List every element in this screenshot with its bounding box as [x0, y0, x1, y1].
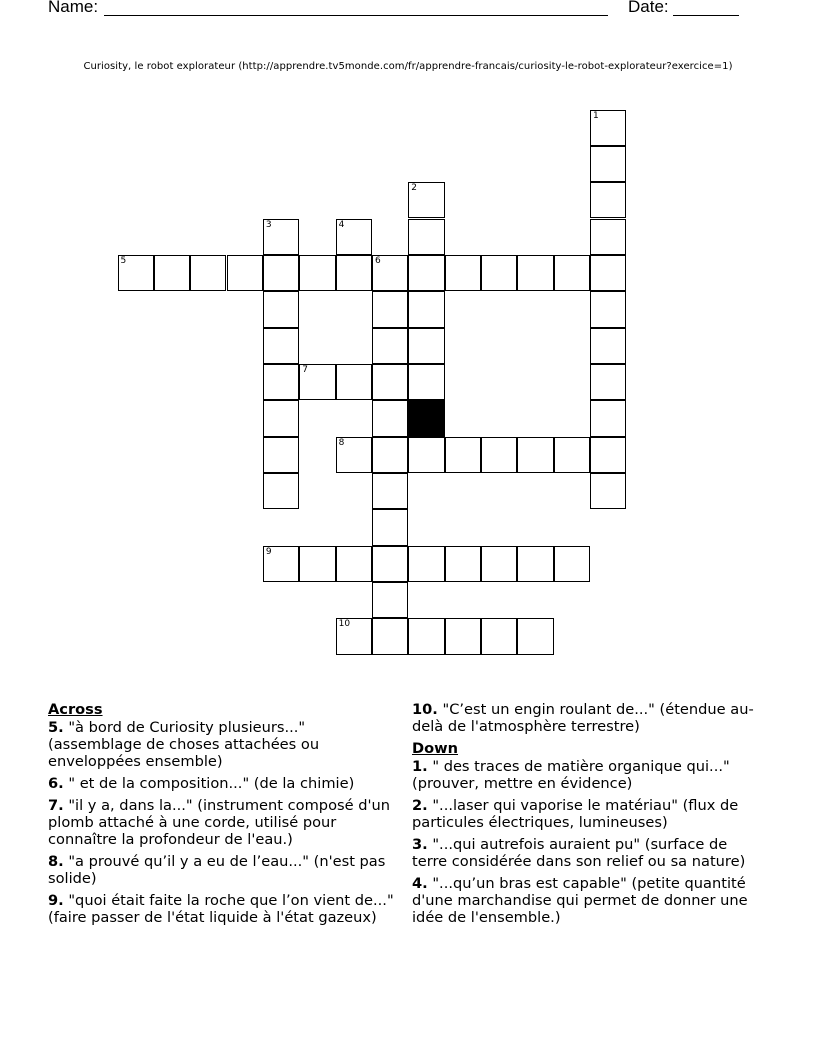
clue-number-label: 7 — [302, 364, 308, 375]
grid-cell[interactable] — [299, 255, 335, 291]
grid-cell[interactable] — [590, 437, 626, 473]
grid-cell[interactable] — [590, 364, 626, 400]
clue-text: "quoi était faite la roche que l’on vient de..." (faire passer de l'état liquide à l'état gazeux) — [48, 892, 394, 926]
grid-cell[interactable] — [299, 546, 335, 582]
clue-across-7 — [48, 797, 400, 848]
grid-cell[interactable] — [445, 618, 481, 654]
clue-number-label: 1 — [593, 110, 599, 121]
clue-across-9 — [48, 892, 400, 926]
grid-cell-4[interactable] — [336, 219, 372, 255]
clue-across-6 — [48, 775, 400, 792]
grid-cell[interactable] — [517, 437, 553, 473]
grid-cell-9[interactable] — [263, 546, 299, 582]
clue-down-2 — [412, 797, 764, 831]
grid-cell-2[interactable] — [408, 182, 444, 218]
clue-number-label: 2 — [411, 183, 418, 194]
clue-number-label: 8 — [338, 437, 345, 448]
clue-number-label: 6 — [374, 255, 381, 266]
grid-cell[interactable] — [590, 328, 626, 364]
grid-cell-7[interactable] — [299, 364, 335, 400]
grid-cell[interactable] — [590, 219, 626, 255]
grid-cell[interactable] — [263, 437, 299, 473]
clue-down-4 — [412, 875, 764, 926]
clue-number-label: 9 — [265, 546, 272, 557]
clue-across-5 — [48, 719, 400, 770]
clue-text: "il y a, dans la..." (instrument composé d'un plomb attaché à une corde, utilisé pour connaître la profondeur de l'eau.) — [48, 797, 390, 848]
grid-cell[interactable] — [445, 255, 481, 291]
clues-right-column — [412, 701, 764, 931]
grid-cell-6[interactable] — [372, 255, 408, 291]
grid-cell[interactable] — [481, 546, 517, 582]
grid-cell[interactable] — [372, 437, 408, 473]
clue-number: 7. — [48, 797, 64, 814]
grid-cell[interactable] — [481, 437, 517, 473]
grid-cell[interactable] — [372, 546, 408, 582]
clue-number: 8. — [48, 853, 64, 870]
grid-cell[interactable] — [372, 328, 408, 364]
grid-cell-3[interactable] — [263, 219, 299, 255]
clue-number: 4. — [412, 875, 428, 892]
grid-cell[interactable] — [408, 219, 444, 255]
across-heading: Across — [48, 701, 103, 718]
grid-cell[interactable] — [263, 291, 299, 327]
grid-cell[interactable] — [336, 546, 372, 582]
grid-cell[interactable] — [590, 291, 626, 327]
date-label: Date: — [628, 0, 669, 16]
grid-cell[interactable] — [408, 437, 444, 473]
grid-cell[interactable] — [445, 546, 481, 582]
grid-cell[interactable] — [190, 255, 226, 291]
grid-cell[interactable] — [554, 437, 590, 473]
grid-cell-10[interactable] — [336, 618, 372, 654]
grid-cell[interactable] — [408, 618, 444, 654]
clue-number: 1. — [412, 758, 428, 775]
clue-number-label: 5 — [120, 255, 127, 266]
grid-cell[interactable] — [372, 509, 408, 545]
grid-cell[interactable] — [590, 146, 626, 182]
black-grid-cell — [408, 400, 444, 436]
grid-cell[interactable] — [517, 255, 553, 291]
puzzle-subtitle: Curiosity, le robot explorateur (http://apprendre.tv5monde.com/fr/apprendre-francais/curiosity-le-robot-explorateur?exercice=1) — [83, 61, 733, 72]
grid-cell[interactable] — [263, 328, 299, 364]
grid-cell[interactable] — [372, 400, 408, 436]
grid-cell-1[interactable] — [590, 110, 626, 146]
clue-text: "...qui autrefois auraient pu" (surface de terre considérée dans son relief ou sa nature) — [412, 836, 746, 870]
down-heading: Down — [412, 740, 459, 757]
clue-across-10 — [412, 701, 764, 735]
clue-across-8 — [48, 853, 400, 887]
grid-cell[interactable] — [372, 582, 408, 618]
clue-text: "...laser qui vaporise le matériau" (flux de particules électriques, lumineuses) — [412, 797, 739, 831]
clue-text: " des traces de matière organique qui..." (prouver, mettre en évidence) — [412, 758, 730, 792]
grid-cell[interactable] — [554, 255, 590, 291]
clue-text: "C’est un engin roulant de..." (étendue au-delà de l'atmosphère terrestre) — [412, 701, 754, 735]
grid-cell[interactable] — [408, 328, 444, 364]
grid-cell[interactable] — [263, 400, 299, 436]
clue-number: 9. — [48, 892, 64, 909]
grid-cell[interactable] — [590, 255, 626, 291]
clue-number: 3. — [412, 836, 428, 853]
clue-text: "à bord de Curiosity plusieurs..." (assemblage de choses attachées ou enveloppées ensemble) — [48, 719, 320, 770]
clue-number: 6. — [48, 775, 64, 792]
clues-left-column — [48, 701, 400, 931]
grid-cell[interactable] — [408, 364, 444, 400]
grid-cell[interactable] — [336, 255, 372, 291]
grid-cell-8[interactable] — [336, 437, 372, 473]
clue-text: "a prouvé qu’il y a eu de l’eau..." (n'est pas solide) — [48, 853, 386, 887]
grid-cell[interactable] — [263, 473, 299, 509]
grid-cell[interactable] — [408, 546, 444, 582]
grid-cell[interactable] — [336, 364, 372, 400]
clue-down-1 — [412, 758, 764, 792]
grid-cell[interactable] — [554, 546, 590, 582]
grid-cell[interactable] — [517, 546, 553, 582]
grid-cell-5[interactable] — [118, 255, 154, 291]
grid-cell[interactable] — [481, 618, 517, 654]
clue-number-label: 3 — [265, 219, 272, 230]
grid-cell[interactable] — [408, 291, 444, 327]
clue-number: 10. — [412, 701, 438, 718]
grid-cell[interactable] — [481, 255, 517, 291]
clue-text: "...qu’un bras est capable" (petite quantité d'une marchandise qui permet de donner une idée de l'ensemble.) — [412, 875, 748, 926]
grid-cell[interactable] — [154, 255, 190, 291]
name-label: Name: — [48, 0, 99, 16]
grid-cell[interactable] — [590, 182, 626, 218]
grid-cell[interactable] — [227, 255, 263, 291]
grid-cell[interactable] — [590, 400, 626, 436]
clue-text: " et de la composition..." (de la chimie) — [68, 775, 355, 792]
grid-cell[interactable] — [408, 255, 444, 291]
grid-cell[interactable] — [372, 291, 408, 327]
clue-number-label: 10 — [338, 619, 351, 630]
grid-cell[interactable] — [590, 473, 626, 509]
grid-cell[interactable] — [372, 364, 408, 400]
grid-cell[interactable] — [517, 618, 553, 654]
grid-cell[interactable] — [263, 364, 299, 400]
clue-number-label: 4 — [338, 219, 345, 230]
clue-down-3 — [412, 836, 764, 870]
grid-cell[interactable] — [263, 255, 299, 291]
clue-number: 2. — [412, 797, 428, 814]
grid-cell[interactable] — [372, 618, 408, 654]
grid-cell[interactable] — [372, 473, 408, 509]
clue-number: 5. — [48, 719, 64, 736]
grid-cell[interactable] — [445, 437, 481, 473]
